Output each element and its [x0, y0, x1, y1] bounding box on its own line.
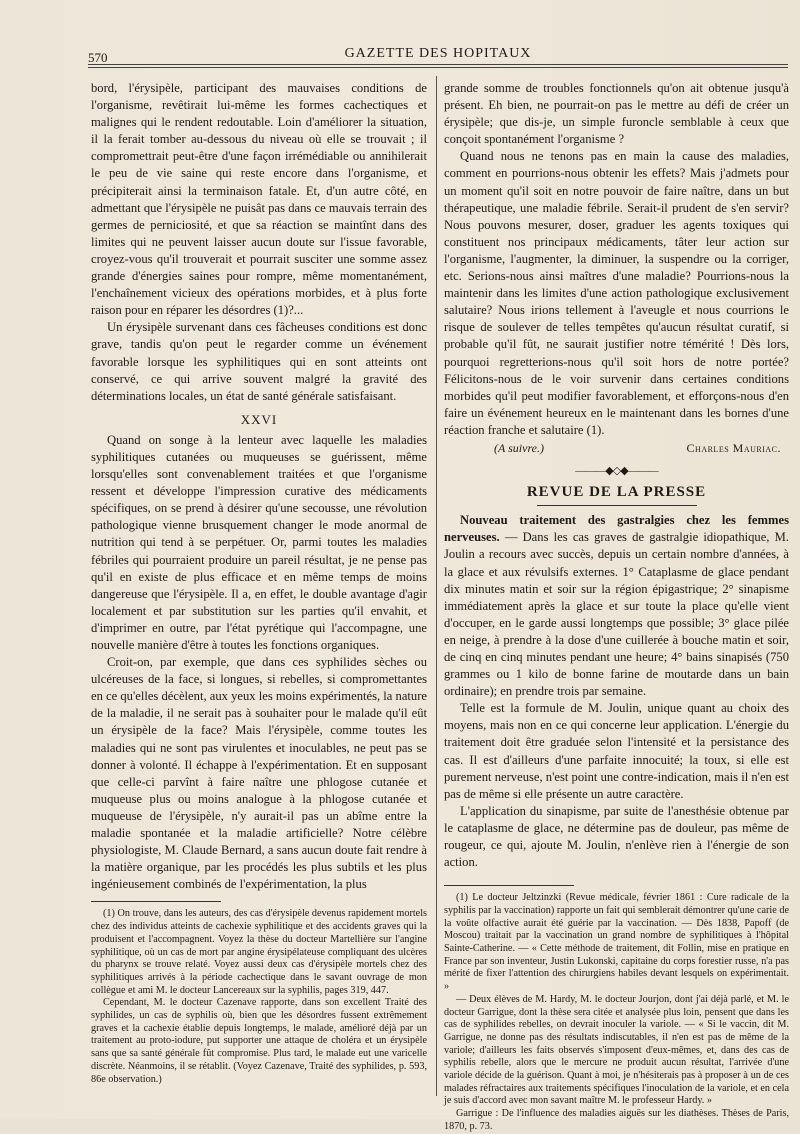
paragraph: Quand on songe à la lenteur avec laquelle les maladies syphilitiques cutanées ou muqueuses se guérissent, même lorsqu'elles sont convenablement traitées et que l'organisme ressent et développe l'impression curative des médicaments spécifiques, on se prend à désirer qu'une secousse, une révolution pathologique vienne brusquement changer le mode anormal de nutrition qui tend à se perpétuer. Or, parmi toutes les maladies fébriles qui pourraient produire un pareil résultat, je ne pense pas qu'il en existe de plus efficace et en même temps de moins dangereuse que l'érysipèle. Il a, en effet, le double avantage d'agir localement et par substitution sur les parties qu'il envahit, et d'imprimer en outre, par l'état pyrétique qui l'accompagne, une nouvelle manière d'être à toutes les fonctions organiques.: [91, 432, 427, 652]
article-heading: Nouveau traitement des gastralgies chez les femmes nerveuses.: [444, 513, 789, 545]
paragraph: L'application du sinapisme, par suite de l'anesthésie obtenue par le cataplasme de glace, ne détermine pas de douleur, pas même de rougeur, ce qui, ajoute M. Joulin, n'enlève rien à l'énergie de son action.: [444, 803, 789, 870]
to-be-continued: (A suivre.): [494, 440, 544, 455]
paragraph: Quand nous ne tenons pas en main la cause des maladies, comment en pourrions-nous obtenir les effets? Mais j'admets pour un moment qu'il soit en notre pouvoir de faire naître, dans un but thérapeutique, une maladie fébrile. Serait-il prudent de s'en servir? Nous pouvons mesurer, doser, graduer les agents toxiques qui constituent nos principaux médicaments, tâter leur action sur l'organisme, l'augmenter, la diminuer, la suspendre ou la corriger, etc. Serions-nous ainsi maîtres d'une maladie? Pourrions-nous la maintenir dans les limites d'une action pathologique exclusivement salutaire? Nous irions tellement à l'aveugle et nous courrions le risque de soulever de telles tempêtes qu'aucun résultat curatif, si probable qu'il fût, ne saurait justifier notre témérité ! Dès lors, pourquoi regretterions-nous qu'il soit hors de notre portée? Félicitons-nous de le voir survenir dans certaines conditions morbides qu'il peut modifier favorablement, et efforçons-nous d'en faire un événement heureux en le maintenant dans les bornes d'une réaction franche et salutaire (1).: [444, 149, 789, 437]
left-column: [91, 80, 427, 1086]
header-rule: [88, 64, 788, 65]
right-column: [444, 80, 789, 1134]
footnote-rule: [444, 885, 574, 886]
footnote-rule: [91, 901, 221, 902]
journal-title: GAZETTE DES HOPITAUX: [344, 46, 532, 61]
signature-line: [444, 440, 789, 457]
footnote: (1) Le docteur Jeltzinzki (Revue médicale, février 1861 : Cure radicale de la syphilis par la vaccination) rapporte un fait qui semblerait démontrer qu'une carie de la voûte olfactive aurait été guérie par la vaccination. — Dès 1838, Papoff (de Moscou) traitait par la vaccination un grand nombre de syphilitiques à l'hôpital Sainte-Catherine. — « Cette méthode de traitement, dit Follin, mise en pratique en France par son inventeur, Justin Lukonski, capitaine du corps forestier russe, n'a pas mérité de fixer l'attention des chirurgiens habiles devant lesquels on expérimentait. »: [444, 892, 789, 993]
footnotes: [91, 908, 427, 1086]
footnote: (1) On trouve, dans les auteurs, des cas d'érysipèle devenus rapidement mortels chez des individus atteints de cachexie syphilitique et des accidents graves qui la produisent et l'accompagnent. Voyez la thèse du docteur Martellière sur l'angine syphilitique, où un cas de mort par angine érysipélateuse compliquant des ulcères du pharynx se trouve relaté. Voyez aussi deux cas d'érysipèle mortels chez des syphilitiques arrivés à la période cachectique dans le savant ouvrage de mon collègue et ami M. le docteur Lancereaux sur la syphilis, pages 319, 447.: [91, 908, 427, 996]
article-paragraph: [444, 512, 789, 700]
section-title: REVUE DE LA PRESSE: [526, 484, 707, 501]
paragraph: Croit-on, par exemple, que dans ces syphilides sèches ou ulcéreuses de la face, si longues, si rebelles, si compromettantes en ce qu'elles décèlent, aux yeux les moins expérimentés, la nature de la maladie, il ne serait pas à souhaiter pour le malade qu'il eût un érysipèle de la face? Mais l'érysipèle, comme toutes les maladies qui ne sont pas virulentes et inoculables, ne peut pas se donner à volonté. Il échappe à l'expérimentation. Et en supposant que celle-ci parvînt à faire naître une phlogose cutanée et muqueuse plus ou moins analogue à la phlogose cutanée et muqueuse de l'érysipèle, n'y aurait-il pas un abîme entre la maladie spontanée et la maladie artificielle? Notre célèbre physiologiste, M. Claude Bernard, a sans aucun doute fait rendre à la matière organique, par les procédés les plus subtils et les plus ingénieusement combinés de l'expérimentation, la plus: [91, 655, 427, 892]
paragraph: grande somme de troubles fonctionnels qu'on ait obtenue jusqu'à présent. Eh bien, ne pourrait-on pas le mettre au défi de créer un érysipèle; que dis-je, un simple furoncle semblable à ceux que conçoit spontanément l'organisme ?: [444, 81, 789, 147]
title-rule: [537, 505, 697, 506]
paragraph: bord, l'érysipèle, participant des mauvaises conditions de l'organisme, revêtirait lui-même les formes cachectiques et malignes qui le rendent redoutable. Loin d'améliorer la situation, il la ferait tomber au-dessous du niveau où elle se trouvait ; il compromettrait peut-être d'une façon irrémédiable ou annihilerait le peu de vie saine qui reste encore dans l'organisme, et précipiterait ainsi la terminaison fatale. Et, d'un autre côté, en admettant que l'érysipèle ne puisât pas dans ce mauvais terrain des germes de perniciosité, et que sa réaction se maintînt dans des limites qui ne peuvent laisser aucun doute sur l'issue favorable, croyez-vous qu'il trouverait et pourrait susciter une somme assez grande d'énergies saines pour rompre, même momentanément, l'enchaînement vicieux des opérations morbides, et à plus forte raison pour en réparer les désordres (1)?...: [91, 81, 427, 318]
footnote: Cependant, M. le docteur Cazenave rapporte, dans son excellent Traité des syphilides, un cas de syphilis où, bien que les désordres fussent extrêmement graves et la cachexie établie depuis longtemps, le malade, amélioré déjà par un traitement au proto-iodure, put supporter une attaque de choléra et un érysipèle sans que sa santé générale fût compromise. Plus tard, le malade eut une varicelle discrète. Néanmoins, il se rétablit. (Voyez Cazenave, Traité des syphilides, p. 593, 86e observation.): [91, 997, 427, 1085]
page-number: 570: [88, 50, 108, 65]
column-divider: [436, 76, 437, 1096]
section-number: XXVI: [240, 411, 278, 427]
ornament-divider: ———◆◇◆———: [575, 465, 658, 478]
author-name: Charles Mauriac.: [686, 440, 781, 455]
header-rule-double: [88, 67, 788, 68]
footnotes: [444, 892, 789, 1133]
page-header: [88, 44, 788, 64]
paragraph: Un érysipèle survenant dans ces fâcheuses conditions est donc grave, tandis qu'on peut le regarder comme un événement favorable lorsque les syphilitiques qui en sont atteints ont conservé, ce qui arrive souvent malgré la gravité des déterminations locales, un état de santé générale satisfaisant.: [91, 320, 427, 403]
footnote: — Deux élèves de M. Hardy, M. le docteur Jourjon, dont j'ai déjà parlé, et M. le docteur Garrigue, dont la thèse sera citée et analysée plus loin, pensent que dans les cas de syphilides rebelles, on devrait inoculer la variole. — « Si le vaccin, dit M. Garrigue, ne donne pas des résultats indiscutables, il n'en est pas de même de la variole; d'ailleurs les faits observés s'imposent d'eux-mêmes, et, dans des cas de syphilis rebelle, alors que le mercure ne produit aucun résultat, l'arrivée d'une variole décide de la guérison. Quant à moi, je n'hésiterais pas à proposer à un de ces malades réfractaires aux traitements spécifiques l'inoculation de la variole, et en cela je suis d'accord avec mon savant maître M. le professeur Hardy. »: [444, 993, 789, 1107]
paragraph: Telle est la formule de M. Joulin, unique quant au choix des moyens, mais non en ce qui concerne leur application. L'énergie du traitement doit être graduée selon l'intensité et la persistance des cas. Il est d'ailleurs d'une parfaite innocuité; la toux, si elle est purement nerveuse, n'est point une contre-indication, mais il n'en est pas de même si elle présente un autre caractère.: [444, 701, 789, 801]
footnote: Garrigue : De l'influence des maladies aiguës sur les diathèses. Thèses de Paris, 1870, p. 73.: [444, 1108, 789, 1132]
article-text: — Dans les cas graves de gastralgie idiopathique, M. Joulin a recours avec succès, depuis un certain nombre d'années, à la glace et aux révulsifs externes. 1° Cataplasme de glace pendant dix minutes matin et soir sur la région épigastrique; 2° sinapisme immédiatement après la glace et sur toute la place qu'elle vient d'occuper, en le garde aussi longtemps que possible; 3° glace pilée en neige, à prendre à la dose d'une cuillerée à bouche matin et soir, de cinq en cinq minutes pendant une heure; 4° bains sinapisés (750 grammes ou 1 kilo de bonne farine de moutarde dans un bain ordinaire); en prendre trois par semaine.: [444, 530, 789, 699]
